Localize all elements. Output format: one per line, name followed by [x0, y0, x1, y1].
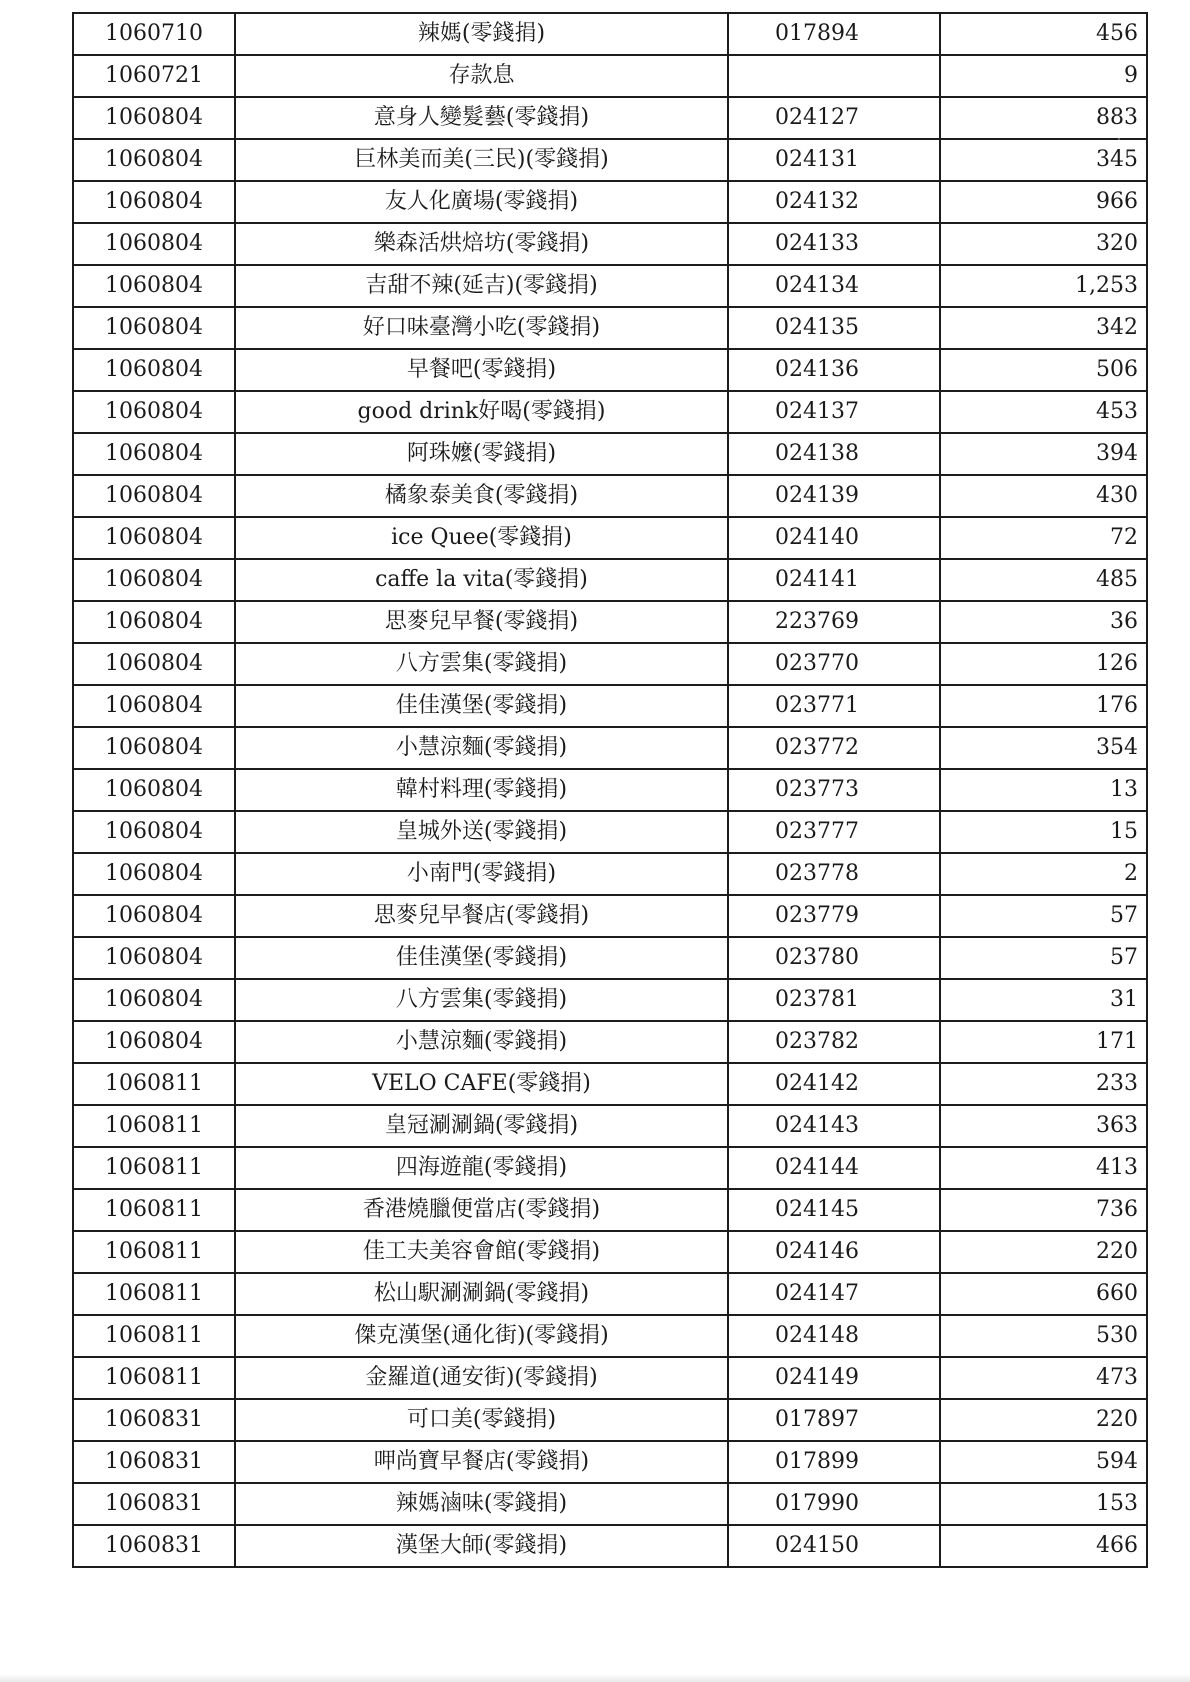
date-cell: 1060811: [73, 1105, 235, 1147]
receipt-number-cell: 024133: [728, 223, 940, 265]
amount-cell: 430: [940, 475, 1147, 517]
receipt-number-cell: 023781: [728, 979, 940, 1021]
amount-cell: 473: [940, 1357, 1147, 1399]
date-cell: 1060804: [73, 979, 235, 1021]
receipt-number-cell: 024134: [728, 265, 940, 307]
date-cell: 1060804: [73, 853, 235, 895]
date-cell: 1060831: [73, 1399, 235, 1441]
receipt-number-cell: 023771: [728, 685, 940, 727]
date-cell: 1060804: [73, 433, 235, 475]
table-row: [73, 265, 1147, 307]
date-cell: 1060811: [73, 1315, 235, 1357]
amount-cell: 883: [940, 97, 1147, 139]
date-cell: 1060831: [73, 1525, 235, 1567]
receipt-number-cell: 024127: [728, 97, 940, 139]
receipt-number-cell: 024142: [728, 1063, 940, 1105]
receipt-number-cell: 023777: [728, 811, 940, 853]
donor-name-cell: 小慧涼麵(零錢捐): [235, 1021, 728, 1063]
date-cell: 1060804: [73, 181, 235, 223]
receipt-number-cell: 024140: [728, 517, 940, 559]
amount-cell: 354: [940, 727, 1147, 769]
receipt-number-cell: 023782: [728, 1021, 940, 1063]
table-row: [73, 475, 1147, 517]
receipt-number-cell: 024150: [728, 1525, 940, 1567]
ledger-table-body: [73, 13, 1147, 1567]
receipt-number-cell: 024136: [728, 349, 940, 391]
donor-name-cell: 辣媽(零錢捐): [235, 13, 728, 55]
date-cell: 1060804: [73, 559, 235, 601]
amount-cell: 506: [940, 349, 1147, 391]
table-row: [73, 769, 1147, 811]
date-cell: 1060804: [73, 937, 235, 979]
donor-name-cell: 金羅道(通安街)(零錢捐): [235, 1357, 728, 1399]
receipt-number-cell: 024145: [728, 1189, 940, 1231]
receipt-number-cell: 017899: [728, 1441, 940, 1483]
date-cell: 1060804: [73, 685, 235, 727]
table-row: [73, 559, 1147, 601]
donor-name-cell: 佳佳漢堡(零錢捐): [235, 685, 728, 727]
date-cell: 1060710: [73, 13, 235, 55]
receipt-number-cell: 024137: [728, 391, 940, 433]
date-cell: 1060811: [73, 1357, 235, 1399]
table-row: [73, 433, 1147, 475]
donor-name-cell: 橘象泰美食(零錢捐): [235, 475, 728, 517]
donor-name-cell: 早餐吧(零錢捐): [235, 349, 728, 391]
receipt-number-cell: 223769: [728, 601, 940, 643]
table-row: [73, 979, 1147, 1021]
amount-cell: 9: [940, 55, 1147, 97]
amount-cell: 966: [940, 181, 1147, 223]
donor-name-cell: 漢堡大師(零錢捐): [235, 1525, 728, 1567]
donor-name-cell: 思麥兒早餐店(零錢捐): [235, 895, 728, 937]
receipt-number-cell: 024132: [728, 181, 940, 223]
receipt-number-cell: 024144: [728, 1147, 940, 1189]
table-row: [73, 1483, 1147, 1525]
donor-name-cell: 意身人變髮藝(零錢捐): [235, 97, 728, 139]
table-row: [73, 895, 1147, 937]
donor-name-cell: 小南門(零錢捐): [235, 853, 728, 895]
receipt-number-cell: 024149: [728, 1357, 940, 1399]
donor-name-cell: 存款息: [235, 55, 728, 97]
date-cell: 1060804: [73, 1021, 235, 1063]
amount-cell: 413: [940, 1147, 1147, 1189]
receipt-number-cell: 024131: [728, 139, 940, 181]
date-cell: 1060811: [73, 1063, 235, 1105]
table-row: [73, 1063, 1147, 1105]
date-cell: 1060804: [73, 97, 235, 139]
date-cell: 1060804: [73, 307, 235, 349]
receipt-number-cell: 017894: [728, 13, 940, 55]
date-cell: 1060811: [73, 1147, 235, 1189]
date-cell: 1060804: [73, 895, 235, 937]
donor-name-cell: 香港燒臘便當店(零錢捐): [235, 1189, 728, 1231]
receipt-number-cell: 017990: [728, 1483, 940, 1525]
amount-cell: 36: [940, 601, 1147, 643]
amount-cell: 15: [940, 811, 1147, 853]
amount-cell: 485: [940, 559, 1147, 601]
table-row: [73, 55, 1147, 97]
amount-cell: 153: [940, 1483, 1147, 1525]
amount-cell: 171: [940, 1021, 1147, 1063]
date-cell: 1060804: [73, 769, 235, 811]
table-row: [73, 1525, 1147, 1567]
table-row: [73, 1357, 1147, 1399]
table-row: [73, 853, 1147, 895]
receipt-number-cell: 023772: [728, 727, 940, 769]
table-row: [73, 1021, 1147, 1063]
donor-name-cell: 佳佳漢堡(零錢捐): [235, 937, 728, 979]
table-row: [73, 307, 1147, 349]
donor-name-cell: VELO CAFE(零錢捐): [235, 1063, 728, 1105]
table-row: [73, 643, 1147, 685]
amount-cell: 342: [940, 307, 1147, 349]
receipt-number-cell: 024139: [728, 475, 940, 517]
table-row: [73, 181, 1147, 223]
donor-name-cell: 阿珠嬤(零錢捐): [235, 433, 728, 475]
amount-cell: 363: [940, 1105, 1147, 1147]
donor-name-cell: 巨林美而美(三民)(零錢捐): [235, 139, 728, 181]
amount-cell: 1,253: [940, 265, 1147, 307]
table-row: [73, 1273, 1147, 1315]
date-cell: 1060804: [73, 349, 235, 391]
table-row: [73, 601, 1147, 643]
amount-cell: 13: [940, 769, 1147, 811]
donor-name-cell: 小慧涼麵(零錢捐): [235, 727, 728, 769]
receipt-number-cell: 024146: [728, 1231, 940, 1273]
table-row: [73, 727, 1147, 769]
donor-name-cell: good drink好喝(零錢捐): [235, 391, 728, 433]
donor-name-cell: caffe la vita(零錢捐): [235, 559, 728, 601]
date-cell: 1060721: [73, 55, 235, 97]
donor-name-cell: ice Quee(零錢捐): [235, 517, 728, 559]
donor-name-cell: 佳工夫美容會館(零錢捐): [235, 1231, 728, 1273]
donor-name-cell: 辣媽滷味(零錢捐): [235, 1483, 728, 1525]
table-row: [73, 811, 1147, 853]
amount-cell: 345: [940, 139, 1147, 181]
amount-cell: 394: [940, 433, 1147, 475]
donor-name-cell: 友人化廣場(零錢捐): [235, 181, 728, 223]
receipt-number-cell: 024148: [728, 1315, 940, 1357]
table-row: [73, 139, 1147, 181]
table-row: [73, 1315, 1147, 1357]
amount-cell: 72: [940, 517, 1147, 559]
receipt-number-cell: 024138: [728, 433, 940, 475]
receipt-number-cell: 024143: [728, 1105, 940, 1147]
donor-name-cell: 皇城外送(零錢捐): [235, 811, 728, 853]
amount-cell: 57: [940, 937, 1147, 979]
donation-ledger-table: [72, 12, 1148, 1568]
table-row: [73, 1231, 1147, 1273]
date-cell: 1060804: [73, 265, 235, 307]
scan-speck: [1118, 138, 1120, 140]
amount-cell: 320: [940, 223, 1147, 265]
table-row: [73, 1399, 1147, 1441]
donor-name-cell: 四海遊龍(零錢捐): [235, 1147, 728, 1189]
date-cell: 1060804: [73, 475, 235, 517]
date-cell: 1060804: [73, 643, 235, 685]
donor-name-cell: 松山駅涮涮鍋(零錢捐): [235, 1273, 728, 1315]
date-cell: 1060804: [73, 811, 235, 853]
table-row: [73, 517, 1147, 559]
date-cell: 1060831: [73, 1483, 235, 1525]
amount-cell: 220: [940, 1399, 1147, 1441]
receipt-number-cell: 023779: [728, 895, 940, 937]
date-cell: 1060804: [73, 223, 235, 265]
date-cell: 1060804: [73, 139, 235, 181]
date-cell: 1060831: [73, 1441, 235, 1483]
receipt-number-cell: 024141: [728, 559, 940, 601]
table-row: [73, 349, 1147, 391]
amount-cell: 466: [940, 1525, 1147, 1567]
amount-cell: 176: [940, 685, 1147, 727]
amount-cell: 31: [940, 979, 1147, 1021]
table-row: [73, 97, 1147, 139]
amount-cell: 456: [940, 13, 1147, 55]
donor-name-cell: 可口美(零錢捐): [235, 1399, 728, 1441]
receipt-number-cell: 023773: [728, 769, 940, 811]
table-row: [73, 1105, 1147, 1147]
donor-name-cell: 皇冠涮涮鍋(零錢捐): [235, 1105, 728, 1147]
date-cell: 1060804: [73, 601, 235, 643]
amount-cell: 220: [940, 1231, 1147, 1273]
amount-cell: 594: [940, 1441, 1147, 1483]
date-cell: 1060804: [73, 517, 235, 559]
table-row: [73, 223, 1147, 265]
receipt-number-cell: 023780: [728, 937, 940, 979]
amount-cell: 126: [940, 643, 1147, 685]
table-row: [73, 1441, 1147, 1483]
receipt-number-cell: 023778: [728, 853, 940, 895]
amount-cell: 736: [940, 1189, 1147, 1231]
date-cell: 1060804: [73, 391, 235, 433]
amount-cell: 2: [940, 853, 1147, 895]
donor-name-cell: 傑克漢堡(通化街)(零錢捐): [235, 1315, 728, 1357]
amount-cell: 453: [940, 391, 1147, 433]
receipt-number-cell: [728, 55, 940, 97]
amount-cell: 57: [940, 895, 1147, 937]
amount-cell: 660: [940, 1273, 1147, 1315]
table-row: [73, 13, 1147, 55]
receipt-number-cell: 017897: [728, 1399, 940, 1441]
receipt-number-cell: 023770: [728, 643, 940, 685]
donor-name-cell: 思麥兒早餐(零錢捐): [235, 601, 728, 643]
donor-name-cell: 吉甜不辣(延吉)(零錢捐): [235, 265, 728, 307]
donor-name-cell: 八方雲集(零錢捐): [235, 643, 728, 685]
table-row: [73, 1189, 1147, 1231]
table-row: [73, 937, 1147, 979]
donor-name-cell: 八方雲集(零錢捐): [235, 979, 728, 1021]
table-row: [73, 685, 1147, 727]
donor-name-cell: 好口味臺灣小吃(零錢捐): [235, 307, 728, 349]
donor-name-cell: 樂森活烘焙坊(零錢捐): [235, 223, 728, 265]
date-cell: 1060811: [73, 1273, 235, 1315]
scan-bottom-edge: [0, 1674, 1190, 1682]
date-cell: 1060804: [73, 727, 235, 769]
amount-cell: 233: [940, 1063, 1147, 1105]
date-cell: 1060811: [73, 1189, 235, 1231]
table-row: [73, 1147, 1147, 1189]
donor-name-cell: 韓村料理(零錢捐): [235, 769, 728, 811]
receipt-number-cell: 024135: [728, 307, 940, 349]
receipt-number-cell: 024147: [728, 1273, 940, 1315]
table-row: [73, 391, 1147, 433]
amount-cell: 530: [940, 1315, 1147, 1357]
donor-name-cell: 呷尚寶早餐店(零錢捐): [235, 1441, 728, 1483]
date-cell: 1060811: [73, 1231, 235, 1273]
